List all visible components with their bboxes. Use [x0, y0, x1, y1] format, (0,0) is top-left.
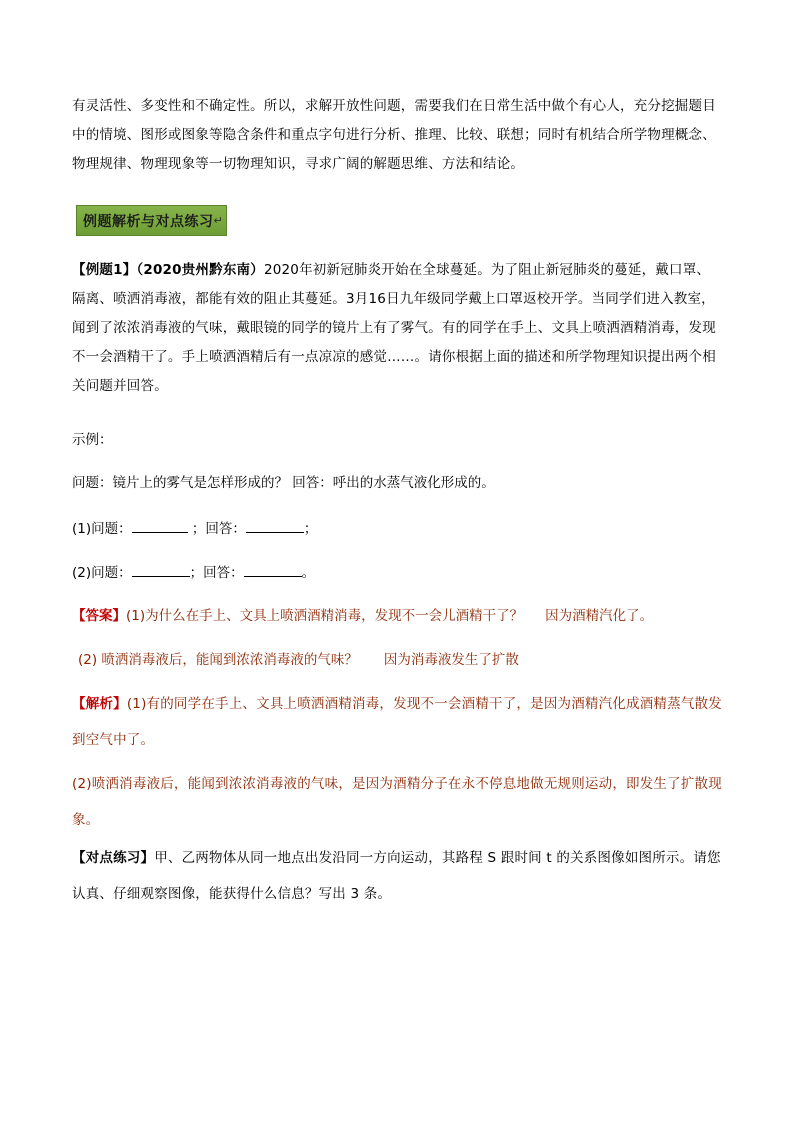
- practice-paragraph: [72, 840, 727, 912]
- answer-2-question: (2) 喷洒消毒液后，能闻到浓浓消毒液的气味？: [78, 652, 358, 668]
- example-1-source: （2020贵州黔东南）: [136, 262, 264, 278]
- example-1-tag: 【例题1】: [72, 262, 137, 278]
- analysis-paragraph-1: [72, 686, 727, 758]
- answer-2-response: 因为消毒液发生了扩散: [383, 652, 519, 668]
- practice-tag: 【对点练习】: [72, 850, 155, 866]
- example-1-body: 2020年初新冠肺炎开始在全球蔓延。为了阻止新冠肺炎的蔓延，戴口罩、隔离、喷洒消毒液，都能有效的阻止其蔓延。3月16日九年级同学戴上口罩返校开学。当同学们进入教室，闻到了浓浓消毒液的气味，戴眼镜的同学的镜片上有了雾气。有的同学在手上、文具上喷洒酒精消毒，发现不一会酒精干了。手上喷洒酒精后有一点凉凉的感觉……。请你根据上面的描述和所学物理知识提出两个相关问题并回答。: [72, 262, 716, 394]
- intro-paragraph: 有灵活性、多变性和不确定性。所以，求解开放性问题，需要我们在日常生活中做个有心人，充分挖掘题目中的情境、图形或图象等隐含条件和重点字句进行分析、推理、比较、联想；同时有机结合所学物理概念、物理规律、物理现象等一切物理知识，寻求广阔的解题思维、方法和结论。: [72, 98, 716, 172]
- question-1-blank[interactable]: [132, 518, 188, 533]
- analysis-paragraph-2: (2)喷洒消毒液后，能闻到浓浓消毒液的气味，是因为酒精分子在永不停息地做无规则运动，即发生了扩散现象。: [72, 776, 722, 828]
- analysis-tag: 【解析】: [72, 696, 127, 712]
- sample-qa: 问题：镜片上的雾气是怎样形成的？ 回答：呼出的水蒸气液化形成的。: [72, 475, 495, 491]
- answer-1-response: 因为酒精汽化了。: [545, 608, 654, 624]
- question-1-prefix: (1)问题：: [72, 521, 132, 537]
- question-1-end: ；: [303, 521, 318, 537]
- answer-2-blank[interactable]: [244, 562, 302, 577]
- question-2-mid: ；回答：: [189, 565, 244, 581]
- answer-tag: 【答案】: [72, 608, 126, 624]
- answer-line-2: [78, 650, 519, 670]
- question-1: [72, 518, 317, 539]
- answer-line-1: [72, 606, 653, 626]
- answer-1-blank[interactable]: [246, 518, 304, 533]
- question-2: [72, 562, 315, 583]
- practice-body: 甲、乙两物体从同一地点出发沿同一方向运动，其路程 S 跟时间 t 的关系图像如图所示。请您认真、仔细观察图像，能获得什么信息？写出 3 条。: [72, 850, 721, 902]
- sample-label: 示例：: [72, 432, 113, 448]
- question-2-blank[interactable]: [132, 562, 190, 577]
- question-2-end: 。: [301, 565, 316, 581]
- section-banner: [76, 205, 227, 236]
- answer-1-question: (1)为什么在手上、文具上喷洒酒精消毒，发现不一会儿酒精干了？: [126, 608, 524, 624]
- question-1-mid: ；回答：: [187, 521, 246, 537]
- question-2-prefix: (2)问题：: [72, 565, 132, 581]
- example-1-paragraph: [72, 256, 722, 401]
- paragraph-mark-icon: ↵: [213, 214, 224, 227]
- section-banner-title: 例题解析与对点练习: [83, 213, 214, 230]
- analysis-1-text: (1)有的同学在手上、文具上喷洒酒精消毒，发现不一会酒精干了，是因为酒精汽化成酒精蒸气散发到空气中了。: [72, 696, 722, 748]
